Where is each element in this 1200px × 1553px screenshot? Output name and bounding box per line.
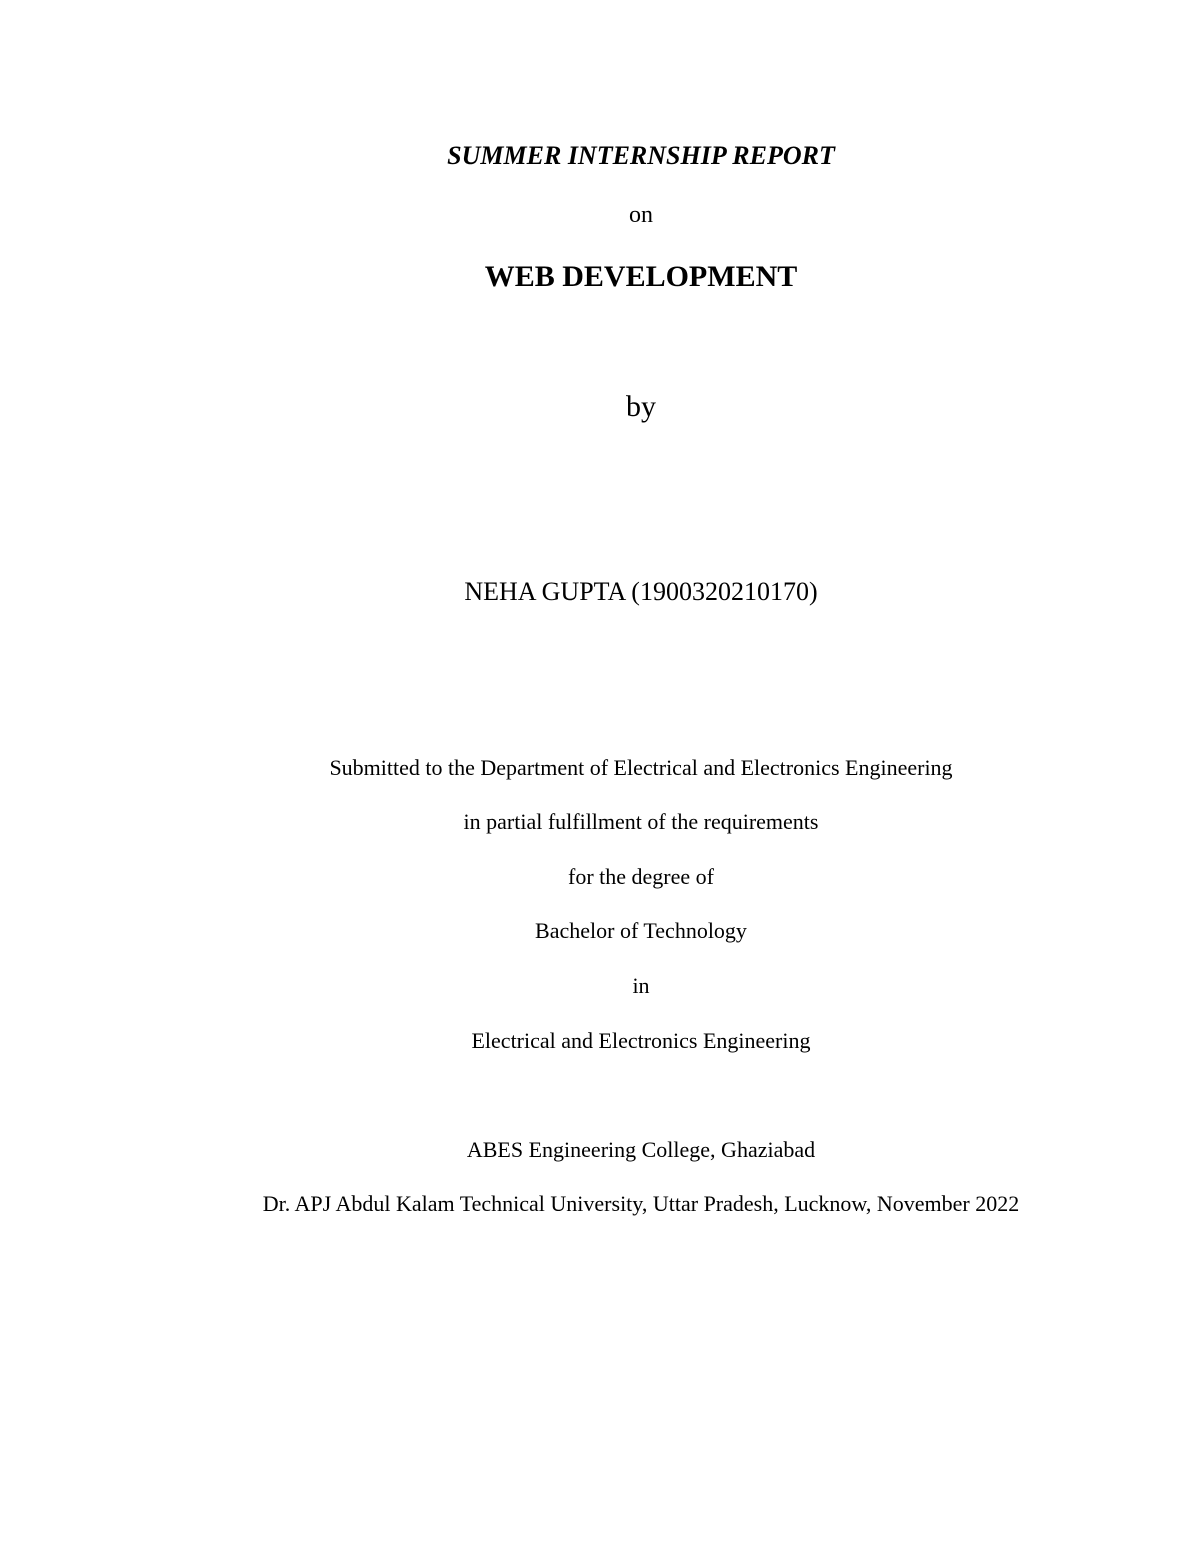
- university-line: Dr. APJ Abdul Kalam Technical University, Uttar Pradesh, Lucknow, November 2022: [262, 1191, 1020, 1216]
- submitted-to-text: Submitted to the Department of Electrical and Electronics Engineering: [329, 755, 953, 780]
- student-name: NEHA GUPTA (1900320210170): [464, 577, 818, 606]
- in-text: in: [632, 973, 650, 998]
- on-text: on: [629, 202, 653, 228]
- partial-fulfillment-text: in partial fulfillment of the requirements: [463, 809, 819, 834]
- college-name: ABES Engineering College, Ghaziabad: [466, 1137, 816, 1162]
- degree-of-text: for the degree of: [568, 864, 714, 889]
- report-type: SUMMER INTERNSHIP REPORT: [447, 141, 835, 170]
- branch-name: Electrical and Electronics Engineering: [471, 1028, 811, 1053]
- by-text: by: [626, 390, 656, 423]
- degree-name: Bachelor of Technology: [535, 918, 747, 943]
- report-subject: WEB DEVELOPMENT: [484, 260, 798, 293]
